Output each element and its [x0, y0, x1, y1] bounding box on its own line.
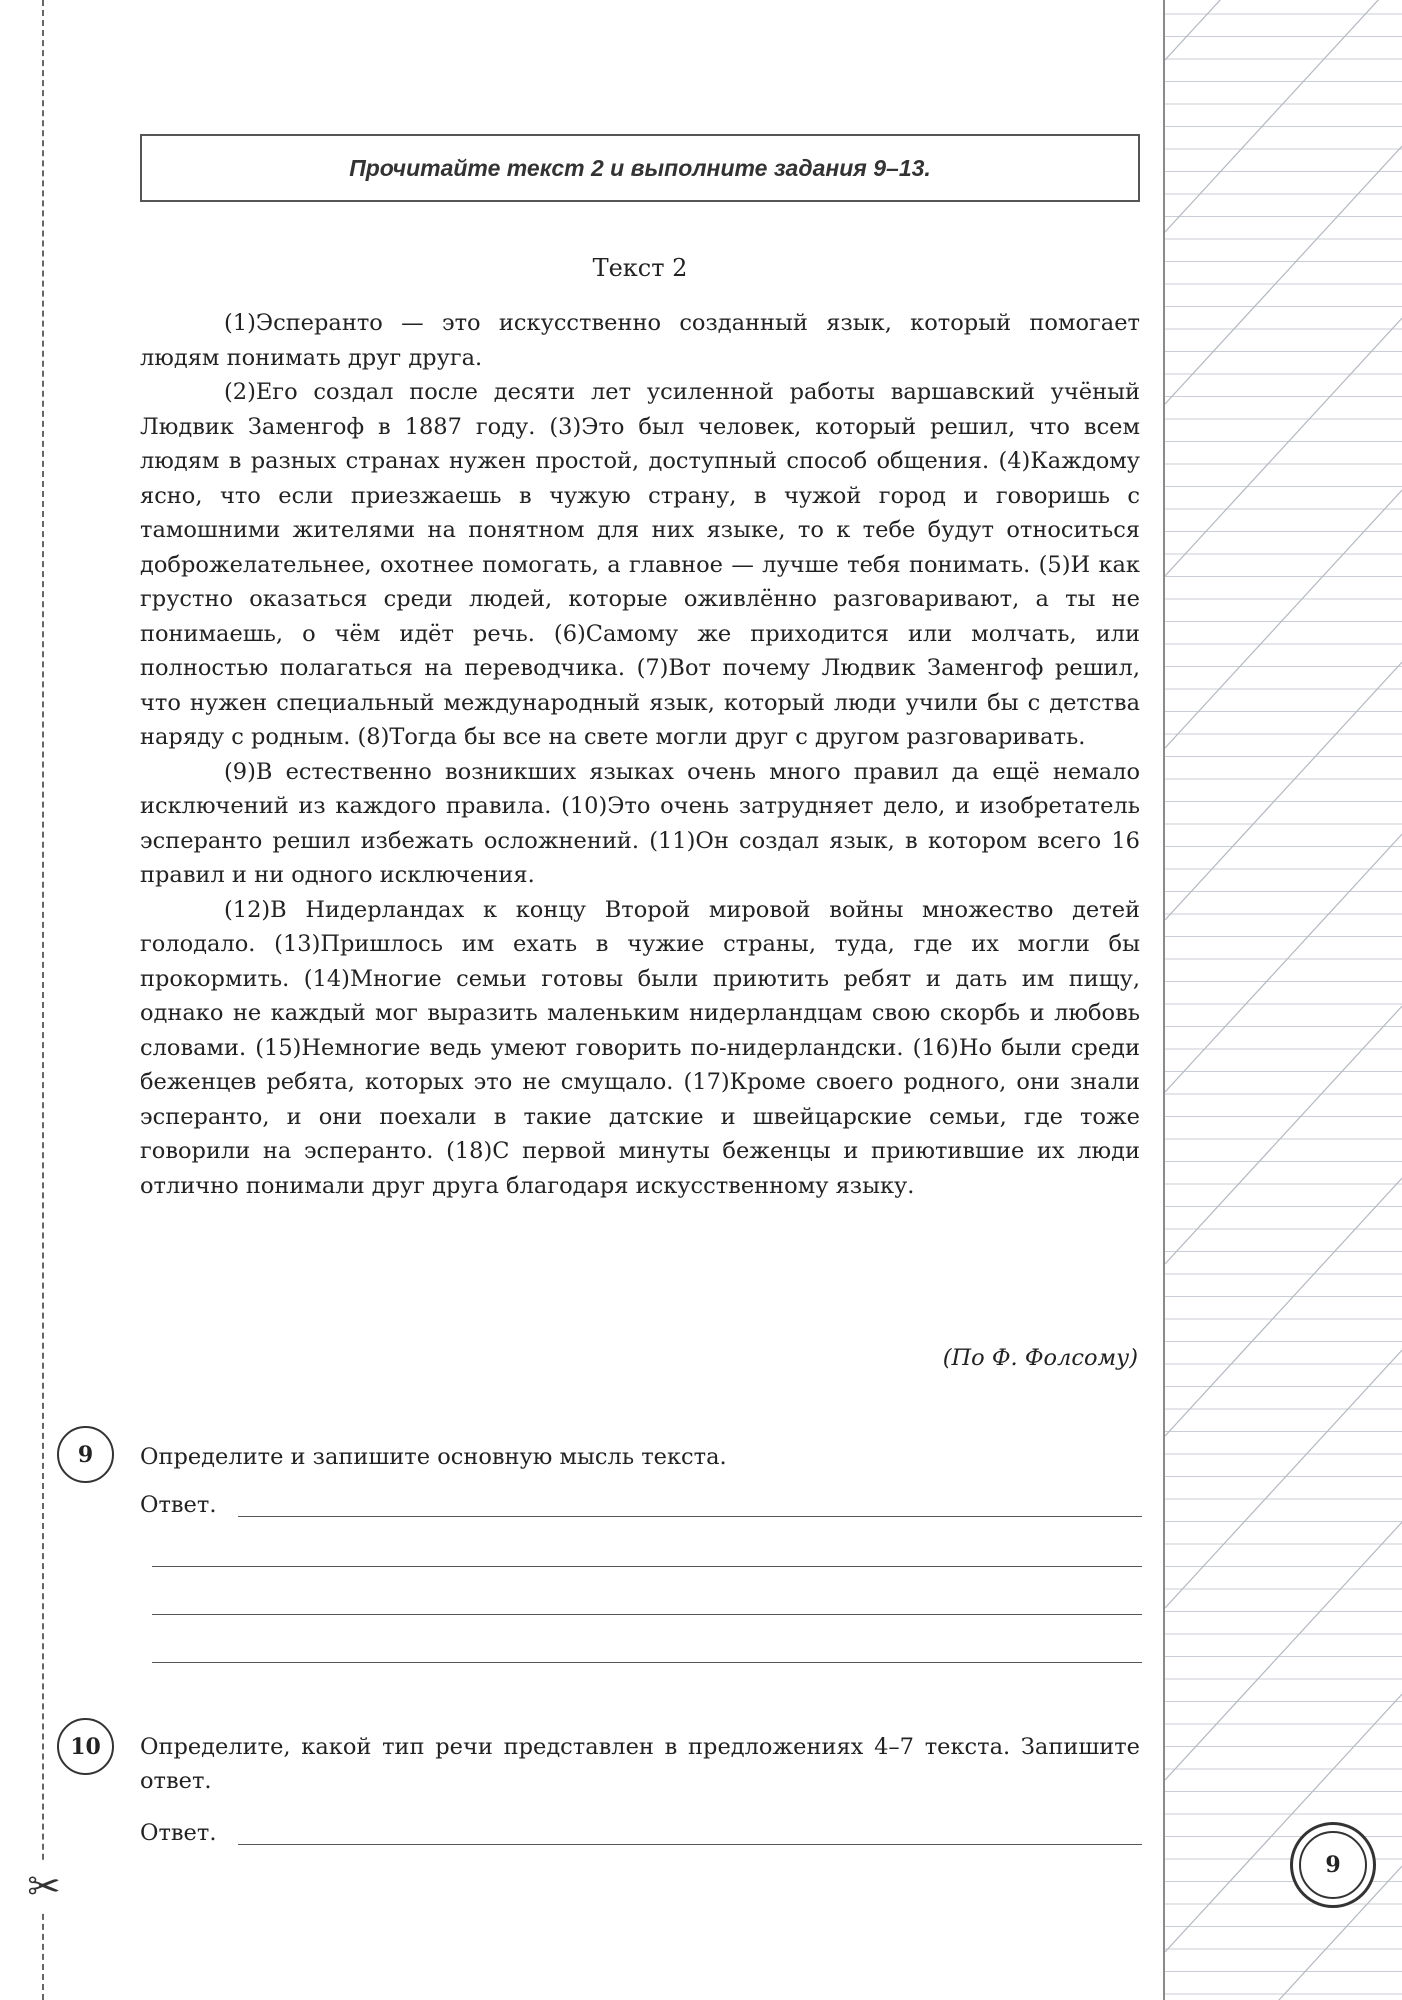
- text-body: [140, 306, 1140, 1203]
- paragraph: (9)В естественно возникших языках очень много правил да ещё немало исключений из каждого правила. (10)Это очень затрудняет дело, и изобретатель эсперанто решил избежать осложнений. (11)Он создал язык, в котором всего 16 правил и ни одного исключения.: [140, 758, 1140, 888]
- question-number: 10: [70, 1733, 101, 1760]
- margin-slant-line: [1165, 1004, 1402, 1264]
- question-text: Определите и запишите основную мысль текста.: [140, 1444, 727, 1470]
- paragraph: (2)Его создал после десяти лет усиленной работы варшавский учёный Людвик Заменгоф в 1887 году. (3)Это был человек, который решил, что всем людям в разных странах нужен простой, доступный способ общения. (4)Каждому ясно, что если приезжаешь в чужую страну, в чужой город и говоришь с тамошними жителями на понятном для них языке, то к тебе будут относиться доброжелательнее, охотнее помогать, а главное — лучше тебя понимать. (5)И как грустно оказаться среди людей, которые оживлённо разговаривают, а ты не понимаешь, о чём идёт речь. (6)Самому же приходится или молчать, или полностью полагаться на переводчика. (7)Вот почему Людвик Заменгоф решил, что нужен специальный международный язык, который люди учили бы с детства наряду с родным. (8)Тогда бы все на свете могли друг с другом разговаривать.: [140, 379, 1140, 750]
- cut-line: [42, 0, 44, 2000]
- question-number-badge: [57, 1718, 114, 1775]
- answer-line[interactable]: [152, 1566, 1142, 1567]
- margin-slant-line: [1165, 660, 1402, 920]
- page-number: 9: [1325, 1852, 1341, 1878]
- margin-slant-line: [1165, 832, 1402, 1092]
- margin-slant-line: [1165, 316, 1402, 576]
- question-number-badge: [57, 1426, 114, 1483]
- margin-slant-line: [1165, 0, 1402, 232]
- instruction-box: [140, 134, 1140, 202]
- margin-slant-line: [1165, 0, 1402, 60]
- instruction-text: Прочитайте текст 2 и выполните задания 9–13.: [349, 154, 931, 181]
- paragraph: (1)Эсперанто — это искусственно созданный язык, который помогает людям понимать друг друга.: [140, 310, 1140, 371]
- answer-line[interactable]: [152, 1662, 1142, 1663]
- question-text: Определите, какой тип речи представлен в предложениях 4–7 текста. Запишите ответ.: [140, 1734, 1140, 1794]
- question-number: 9: [77, 1441, 94, 1468]
- answer-line[interactable]: [238, 1844, 1142, 1845]
- margin-slant-line: [1165, 488, 1402, 748]
- margin-slant-line: [1165, 1692, 1402, 1952]
- answer-label: Ответ.: [140, 1492, 217, 1518]
- margin-slant-line: [1165, 144, 1402, 404]
- page-number-badge: [1290, 1822, 1376, 1908]
- source-attribution: (По Ф. Фолсому): [942, 1345, 1138, 1371]
- answer-label: Ответ.: [140, 1820, 217, 1846]
- margin-lines: [1165, 0, 1402, 2000]
- margin-slant-line: [1165, 1176, 1402, 1436]
- answer-line[interactable]: [152, 1614, 1142, 1615]
- scissors-icon: ✂: [22, 1862, 66, 1912]
- answer-line[interactable]: [238, 1516, 1142, 1517]
- paragraph: (12)В Нидерландах к концу Второй мировой войны множество детей голодало. (13)Пришлось им ехать в чужие страны, туда, где их могли бы прокормить. (14)Многие семьи готовы были приютить ребят и дать им пищу, однако не каждый мог выразить маленьким нидерландцам свою скорбь и любовь словами. (15)Немногие ведь умеют говорить по-нидерландски. (16)Но были среди беженцев ребята, которых это не смущало. (17)Кроме своего родного, они знали эсперанто, и они поехали в такие датские и швейцарские семьи, где тоже говорили на эсперанто. (18)С первой минуты беженцы и приютившие их люди отлично понимали друг друга благодаря искусственному языку.: [140, 896, 1140, 1199]
- margin-slant-line: [1165, 1520, 1402, 1780]
- text-title: Текст 2: [592, 254, 688, 282]
- answer-margin: [1163, 0, 1402, 2000]
